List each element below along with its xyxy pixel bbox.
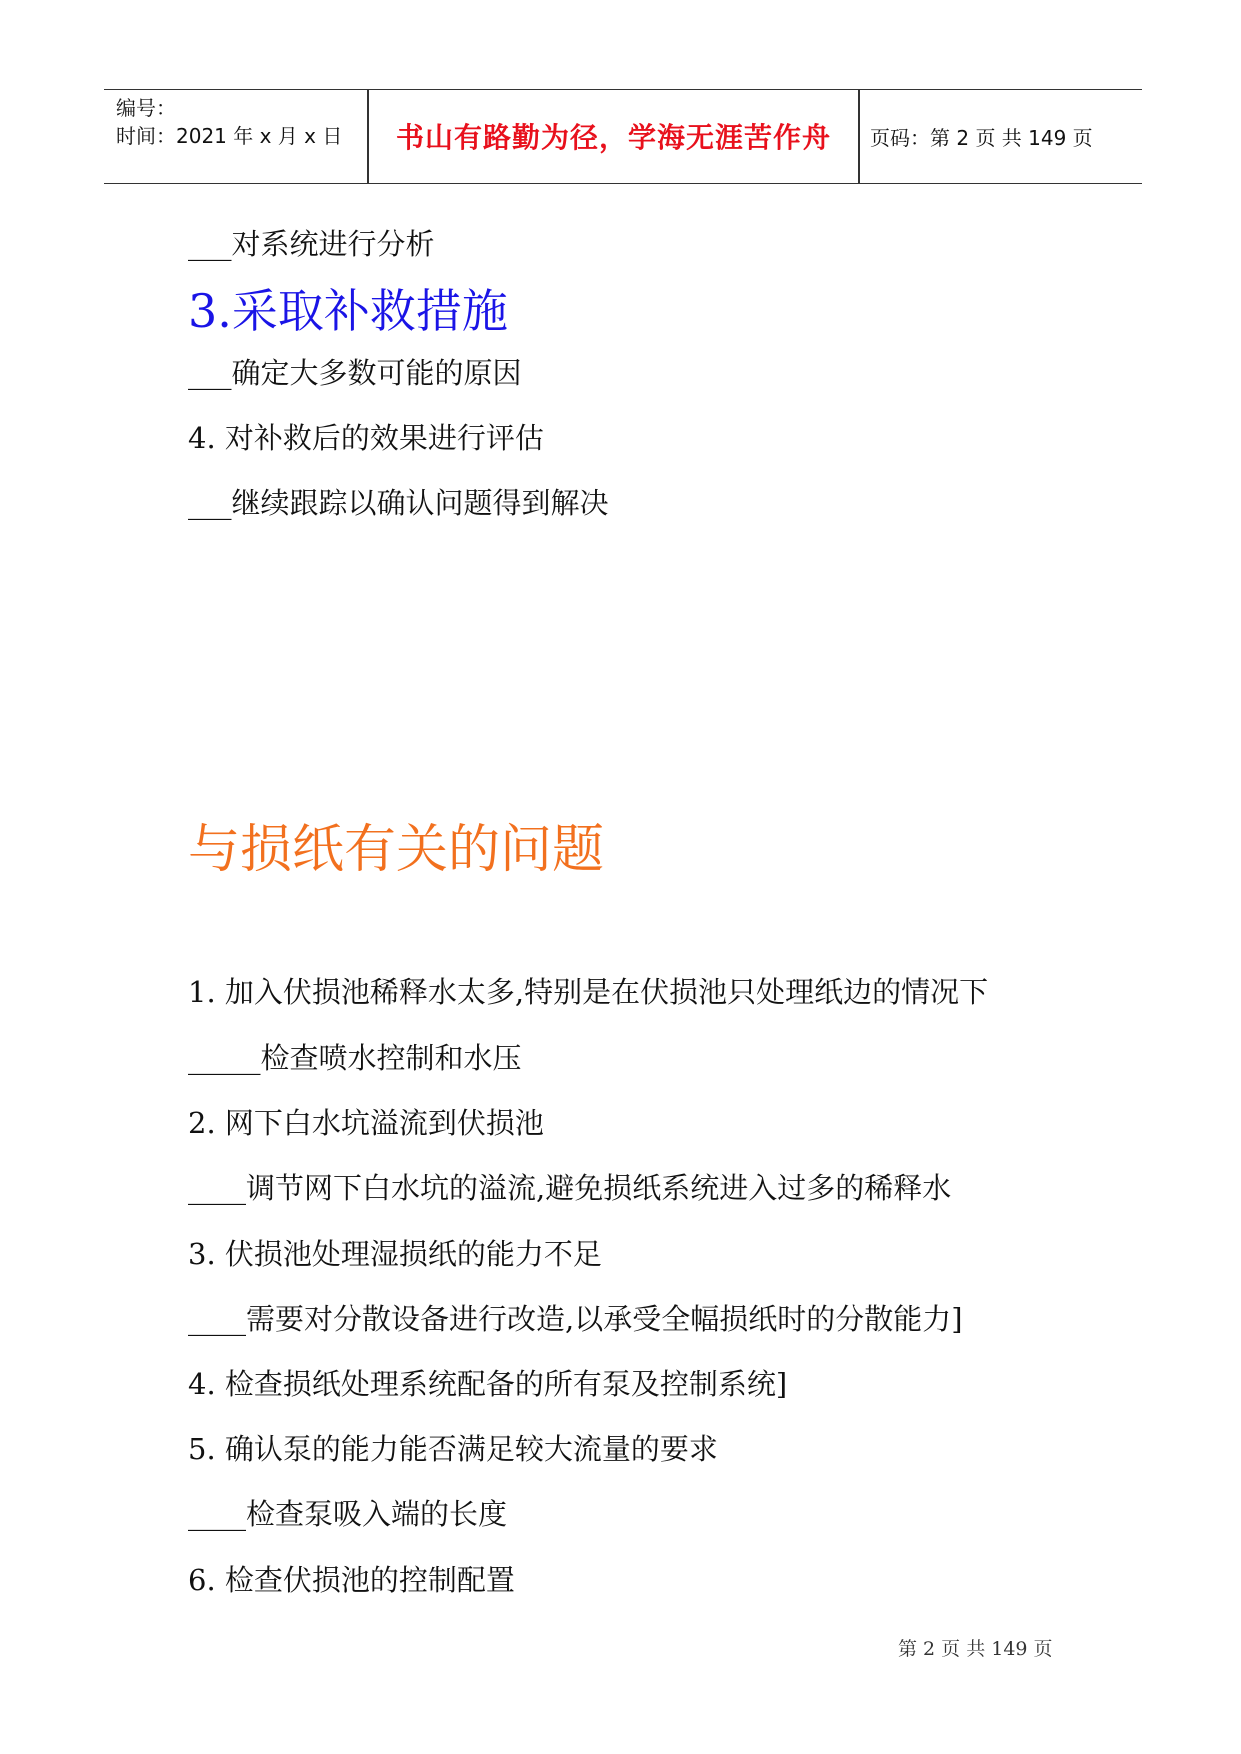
list-item: ____检查泵吸入端的长度	[188, 1497, 508, 1531]
list-item: 1. 加入伏损池稀释水太多,特别是在伏损池只处理纸边的情况下	[188, 975, 989, 1009]
text-line: ___继续跟踪以确认问题得到解决	[188, 486, 609, 520]
list-item: 3. 伏损池处理湿损纸的能力不足	[188, 1237, 602, 1271]
time-label: 时间：2021 年 x 月 x 日	[116, 124, 343, 148]
page-footer: 第 2 页 共 149 页	[898, 1638, 1053, 1660]
list-item: 5. 确认泵的能力能否满足较大流量的要求	[188, 1432, 718, 1466]
list-item: _____检查喷水控制和水压	[188, 1041, 522, 1075]
document-header	[104, 89, 1142, 184]
list-item: ____需要对分散设备进行改造,以承受全幅损纸时的分散能力]	[188, 1302, 963, 1336]
header-divider	[858, 90, 860, 183]
section-heading: 3.采取补救措施	[188, 284, 508, 338]
header-page-info: 页码：第 2 页 共 149 页	[870, 126, 1093, 150]
list-item: ____调节网下白水坑的溢流,避免损纸系统进入过多的稀释水	[188, 1171, 952, 1205]
list-item: 2. 网下白水坑溢流到伏损池	[188, 1106, 544, 1140]
text-line: ___确定大多数可能的原因	[188, 356, 522, 390]
list-item: 4. 检查损纸处理系统配备的所有泵及控制系统]	[188, 1367, 788, 1401]
page-title: 与损纸有关的问题	[188, 820, 605, 880]
text-line: 4. 对补救后的效果进行评估	[188, 421, 544, 455]
header-motto: 书山有路勤为径，学海无涯苦作舟	[395, 121, 831, 154]
number-label: 编号：	[116, 96, 176, 120]
text-line: ___对系统进行分析	[188, 227, 435, 261]
list-item: 6. 检查伏损池的控制配置	[188, 1563, 515, 1597]
header-meta	[116, 94, 342, 150]
header-divider	[367, 90, 369, 183]
